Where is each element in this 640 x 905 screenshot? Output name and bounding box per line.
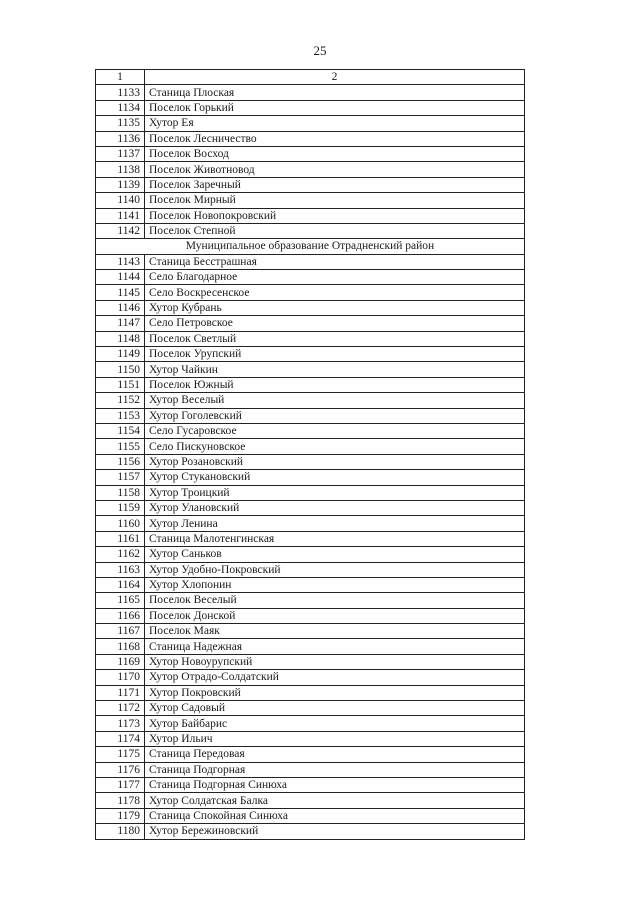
table-row: [96, 316, 525, 331]
settlement-name: Хутор Гоголевский: [145, 408, 525, 423]
table-row: [96, 285, 525, 300]
row-number: 1140: [96, 193, 145, 208]
settlement-name: Станица Малотенгинская: [145, 531, 525, 546]
section-body: [96, 239, 525, 254]
table-row: [96, 624, 525, 639]
settlement-name: Хутор Троицкий: [145, 485, 525, 500]
settlement-name: Хутор Байбарис: [145, 716, 525, 731]
table-row: [96, 393, 525, 408]
table-row: [96, 701, 525, 716]
row-number: 1154: [96, 423, 145, 438]
table-row: [96, 193, 525, 208]
row-number: 1135: [96, 116, 145, 131]
settlement-name: Поселок Веселый: [145, 593, 525, 608]
settlement-name: Поселок Лесничество: [145, 131, 525, 146]
settlement-name: Село Гусаровское: [145, 423, 525, 438]
row-number: 1150: [96, 362, 145, 377]
row-number: 1144: [96, 270, 145, 285]
table-row: [96, 808, 525, 823]
header-row: [96, 70, 525, 85]
settlement-name: Станица Плоская: [145, 85, 525, 100]
settlement-name: Хутор Садовый: [145, 701, 525, 716]
table-row: [96, 762, 525, 777]
settlement-name: Хутор Удобно-Покровский: [145, 562, 525, 577]
row-number: 1134: [96, 100, 145, 115]
row-number: 1175: [96, 747, 145, 762]
settlement-name: Хутор Ея: [145, 116, 525, 131]
row-number: 1151: [96, 377, 145, 392]
settlement-name: Хутор Веселый: [145, 393, 525, 408]
row-number: 1161: [96, 531, 145, 546]
row-number: 1173: [96, 716, 145, 731]
table-row: [96, 562, 525, 577]
settlement-name: Хутор Саньков: [145, 547, 525, 562]
section-title: Муниципальное образование Отрадненский район: [96, 239, 525, 254]
settlement-name: Поселок Донской: [145, 608, 525, 623]
table-row: [96, 547, 525, 562]
table-row: [96, 654, 525, 669]
row-number: 1145: [96, 285, 145, 300]
row-number: 1168: [96, 639, 145, 654]
settlement-name: Хутор Кубрань: [145, 300, 525, 315]
row-number: 1136: [96, 131, 145, 146]
settlement-name: Хутор Ильич: [145, 731, 525, 746]
table-row: [96, 177, 525, 192]
settlement-name: Поселок Заречный: [145, 177, 525, 192]
settlement-name: Поселок Маяк: [145, 624, 525, 639]
table-row: [96, 516, 525, 531]
table-row: [96, 777, 525, 792]
row-number: 1148: [96, 331, 145, 346]
table-row: [96, 347, 525, 362]
table-row: [96, 608, 525, 623]
row-number: 1141: [96, 208, 145, 223]
settlement-name: Станица Бесстрашная: [145, 254, 525, 269]
row-number: 1163: [96, 562, 145, 577]
settlement-name: Хутор Розановский: [145, 454, 525, 469]
settlement-name: Станица Передовая: [145, 747, 525, 762]
table-row: [96, 716, 525, 731]
row-number: 1138: [96, 162, 145, 177]
table-row: [96, 254, 525, 269]
row-number: 1160: [96, 516, 145, 531]
settlement-name: Село Благодарное: [145, 270, 525, 285]
settlement-name: Поселок Восход: [145, 146, 525, 161]
row-number: 1177: [96, 777, 145, 792]
table-row: [96, 85, 525, 100]
settlement-name: Хутор Улановский: [145, 500, 525, 515]
table-row: [96, 439, 525, 454]
settlement-name: Хутор Отрадо-Солдатский: [145, 670, 525, 685]
row-number: 1142: [96, 223, 145, 238]
settlement-name: Хутор Покровский: [145, 685, 525, 700]
table-row: [96, 793, 525, 808]
settlement-name: Хутор Солдатская Балка: [145, 793, 525, 808]
table-row: [96, 146, 525, 161]
row-number: 1171: [96, 685, 145, 700]
settlement-name: Хутор Ленина: [145, 516, 525, 531]
settlement-name: Село Петровское: [145, 316, 525, 331]
table-row: [96, 162, 525, 177]
table-row: [96, 131, 525, 146]
row-number: 1147: [96, 316, 145, 331]
row-number: 1152: [96, 393, 145, 408]
table-body-after: [96, 254, 525, 839]
settlement-name: Поселок Горький: [145, 100, 525, 115]
row-number: 1167: [96, 624, 145, 639]
table-row: [96, 223, 525, 238]
settlement-name: Станица Спокойная Синюха: [145, 808, 525, 823]
row-number: 1172: [96, 701, 145, 716]
table-row: [96, 670, 525, 685]
section-row: [96, 239, 525, 254]
table-row: [96, 331, 525, 346]
row-number: 1166: [96, 608, 145, 623]
table-body-before: [96, 85, 525, 239]
settlement-name: Поселок Мирный: [145, 193, 525, 208]
settlement-name: Поселок Урупский: [145, 347, 525, 362]
settlement-name: Село Воскресенское: [145, 285, 525, 300]
table-row: [96, 470, 525, 485]
table-row: [96, 731, 525, 746]
settlement-name: Поселок Новопокровский: [145, 208, 525, 223]
row-number: 1153: [96, 408, 145, 423]
settlement-name: Станица Подгорная Синюха: [145, 777, 525, 792]
table-row: [96, 531, 525, 546]
row-number: 1143: [96, 254, 145, 269]
table-row: [96, 454, 525, 469]
row-number: 1158: [96, 485, 145, 500]
table-row: [96, 270, 525, 285]
table-row: [96, 408, 525, 423]
settlement-name: Поселок Светлый: [145, 331, 525, 346]
row-number: 1174: [96, 731, 145, 746]
row-number: 1133: [96, 85, 145, 100]
page-number: 25: [313, 43, 327, 58]
row-number: 1178: [96, 793, 145, 808]
settlement-name: Хутор Хлопонин: [145, 577, 525, 592]
row-number: 1146: [96, 300, 145, 315]
row-number: 1176: [96, 762, 145, 777]
settlement-name: Станица Подгорная: [145, 762, 525, 777]
table-row: [96, 377, 525, 392]
settlement-name: Хутор Бережиновский: [145, 824, 525, 839]
row-number: 1156: [96, 454, 145, 469]
column-header-number: 1: [96, 70, 145, 85]
settlement-name: Село Пискуновское: [145, 439, 525, 454]
settlement-name: Хутор Чайкин: [145, 362, 525, 377]
settlement-name: Хутор Новоурупский: [145, 654, 525, 669]
table-row: [96, 423, 525, 438]
table-row: [96, 116, 525, 131]
row-number: 1139: [96, 177, 145, 192]
row-number: 1159: [96, 500, 145, 515]
row-number: 1157: [96, 470, 145, 485]
table-row: [96, 824, 525, 839]
row-number: 1180: [96, 824, 145, 839]
table-row: [96, 639, 525, 654]
settlement-name: Хутор Стукановский: [145, 470, 525, 485]
table-row: [96, 500, 525, 515]
table-header: [96, 70, 525, 85]
row-number: 1169: [96, 654, 145, 669]
table-row: [96, 300, 525, 315]
row-number: 1149: [96, 347, 145, 362]
table-row: [96, 100, 525, 115]
table-row: [96, 747, 525, 762]
table-row: [96, 577, 525, 592]
settlement-name: Станица Надежная: [145, 639, 525, 654]
row-number: 1170: [96, 670, 145, 685]
row-number: 1162: [96, 547, 145, 562]
settlement-name: Поселок Животновод: [145, 162, 525, 177]
table-row: [96, 685, 525, 700]
settlement-name: Поселок Степной: [145, 223, 525, 238]
row-number: 1155: [96, 439, 145, 454]
row-number: 1165: [96, 593, 145, 608]
table-row: [96, 593, 525, 608]
table-row: [96, 362, 525, 377]
table-row: [96, 485, 525, 500]
row-number: 1164: [96, 577, 145, 592]
row-number: 1137: [96, 146, 145, 161]
table-row: [96, 208, 525, 223]
settlement-name: Поселок Южный: [145, 377, 525, 392]
row-number: 1179: [96, 808, 145, 823]
column-header-name: 2: [145, 70, 525, 85]
settlements-table: [95, 69, 525, 840]
